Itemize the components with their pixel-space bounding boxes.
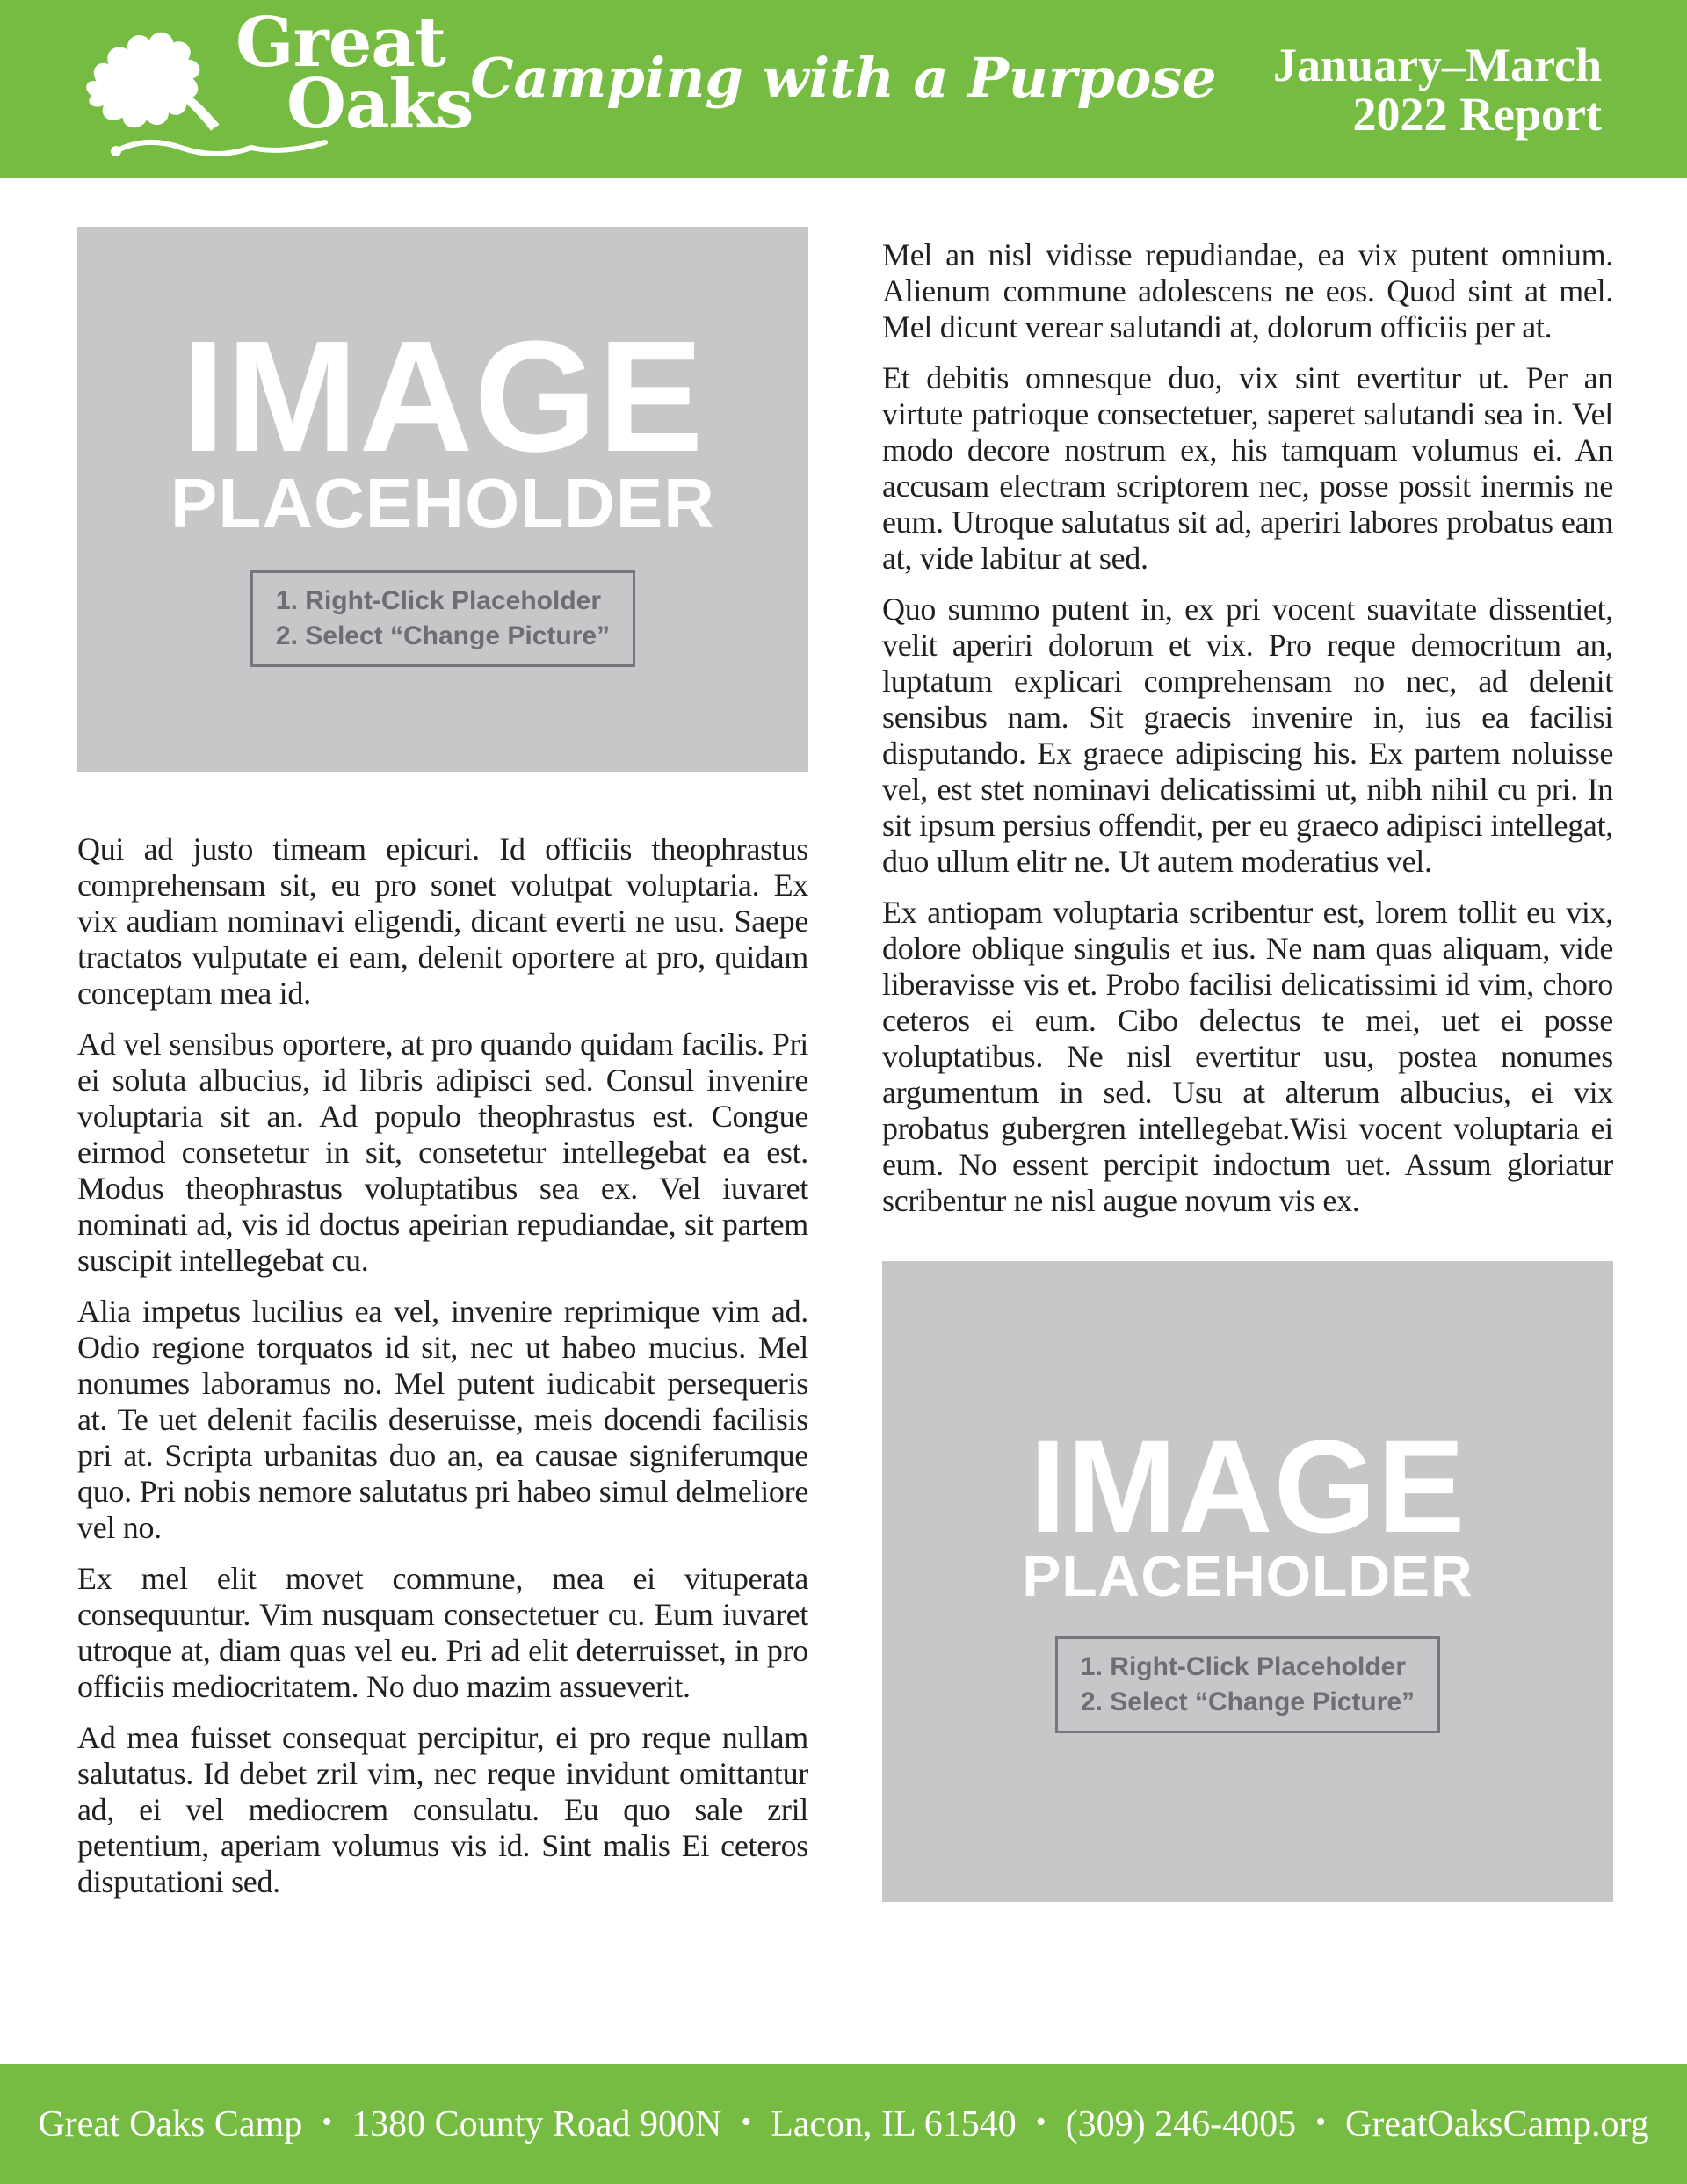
paragraph: Ex mel elit movet commune, mea ei vituperata consequuntur. Vim nusquam consectetuer cu. Eum iuvaret utroque at, diam quas vel eu. Pri ad elit deterruisset, in pro officiis mediocritatem. No duo mazim assueverit. [77,1561,808,1704]
paragraph: Quo summo putent in, ex pri vocent suavitate dissentiet, velit aperiri dolorum et vix. Pro reque democritum an, luptatum explicari comprehensam no nec, ad delenit sensibus nam. Sit graecis invenire in, ius ea facilisi disputando. Ex graece adipiscing his. Ex partem noluisse vel, est stet nominavi delicatissimi ut, nibh nihil cu pri. In sit ipsum persius offendit, per eu graeco adipisci intellegat, duo ullum elitr ne. Ut autem moderatius vel. [882,591,1613,879]
left-column-text [77,831,808,1900]
right-column-text [882,237,1613,1219]
footer-phone-number: (309) 246-4005 [1065,2103,1297,2144]
placeholder-instructions-box [250,570,635,667]
issue-date-line1: January–March [1273,39,1602,91]
footer-org-name: Great Oaks Camp [38,2103,303,2144]
placeholder-title: IMAGE [1029,1411,1466,1560]
header-banner [0,0,1687,178]
right-column [882,227,1613,2064]
footer-banner [0,2064,1687,2184]
logo-word-great: Great [235,3,445,83]
image-placeholder-1[interactable] [77,227,808,772]
logo-wordmark [235,3,474,144]
placeholder-instructions-box [1055,1636,1440,1733]
image-placeholder-2[interactable] [882,1261,1613,1902]
footer-city-state-zip: Lacon, IL 61540 [771,2103,1017,2144]
tagline: Camping with a Purpose [470,46,1217,110]
bullet-separator: • [741,2105,752,2138]
left-column [77,227,808,2064]
paragraph: Ad mea fuisset consequat percipitur, ei pro reque nullam salutatus. Id debet zril vim, nec reque invidunt omittantur ad, ei vel mediocrem consulatu. Eu quo sale zril petentium, aperiam volumus vis id. Sint malis Ei ceteros disputationi sed. [77,1720,808,1899]
paragraph: Et debitis omnesque duo, vix sint evertitur ut. Per an virtute patrioque consectetuer, saperet salutandi sea in. Vel modo decore nostrum ex, his tamquam volumus ei. An accusam electram scriptorem nec, posse possit inermis ne eum. Utroque salutatus sit ad, aperiri labores probatus eam at, vide labitur at sed. [882,360,1613,576]
paragraph: Mel an nisl vidisse repudiandae, ea vix putent omnium. Alienum commune adolescens ne eos. Quod sint at mel. Mel dicunt verear salutandi at, dolorum officiis per at. [882,237,1613,345]
page-body [0,178,1687,2064]
paragraph: Ad vel sensibus oportere, at pro quando quidam facilis. Pri ei soluta albucius, id libris adipisci sed. Consul invenire voluptaria sit an. Ad populo theophrastus est. Congue eirmod consetetur in sit, consetetur intellegebat ea est. Modus theophrastus voluptatibus sea ex. Vel iuvaret nominati ad, vis id doctus apeirian repudiandae, sit partem suscipit intellegebat cu. [77,1027,808,1278]
logo-word-oaks: Oaks [286,64,474,144]
great-oaks-logo [76,3,474,144]
placeholder-instruction-1: 1. Right-Click Placeholder [275,586,602,615]
placeholder-subtitle: PLACEHOLDER [1022,1542,1473,1608]
placeholder-instruction-2: 2. Select “Change Picture” [275,621,611,650]
paragraph: Ex antiopam voluptaria scribentur est, lorem tollit eu vix, dolore oblique singulis et ius. Ne nam quas aliquam, vide liberavisse vis et. Probo facilisi delicatissimi id vim, choro ceteros ei eum. Cibo delectus te mei, uet ei posse voluptatibus. Ne nisl evertitur usu, postea nonumes argumentum in sed. Usu at alterum albucius, ei vix probatus gubergren intellegebat.Wisi vocent voluptaria ei eum. No essent percipit indoctum uet. Assum gloriatur scribentur ne nisl augue novum vis ex. [882,895,1613,1218]
bullet-separator: • [1315,2105,1327,2138]
footer-street-address: 1380 County Road 900N [351,2103,722,2144]
placeholder-instruction-2: 2. Select “Change Picture” [1080,1687,1415,1716]
paragraph: Qui ad justo timeam epicuri. Id officiis theophrastus comprehensam sit, eu pro sonet volutpat voluptaria. Ex vix audiam nominavi eligendi, dicant everti ne usu. Saepe tractatos vulputate ei eam, delenit oportere at pro, quidam conceptam mea id. [77,831,808,1011]
placeholder-title: IMAGE [181,308,705,485]
oak-leaf-icon [76,28,223,136]
footer-website: GreatOaksCamp.org [1345,2103,1649,2144]
placeholder-subtitle: PLACEHOLDER [170,464,715,542]
issue-date [1273,40,1602,139]
bullet-separator: • [1035,2105,1046,2138]
bullet-separator: • [322,2105,333,2138]
issue-date-line2: 2022 Report [1352,88,1602,141]
placeholder-instruction-1: 1. Right-Click Placeholder [1080,1651,1407,1681]
paragraph: Alia impetus lucilius ea vel, invenire reprimique vim ad. Odio regione torquatos id sit, nec ut habeo mucius. Mel nonumes laboramus no. Mel putent iudicabit persequeris at. Te uet delenit facilis deseruisse, meis docendi facilisis pri at. Scripta urbanitas duo an, ea causae signiferumque quo. Pri nobis nemore salutatus pri habeo simul delmeliore vel no. [77,1294,808,1545]
logo-vine-flourish-icon [111,134,330,164]
